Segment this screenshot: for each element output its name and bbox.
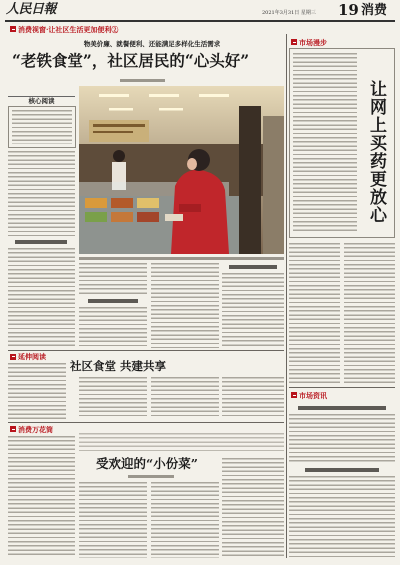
body-text-block [289,476,395,558]
body-text-block [293,53,357,233]
body-text-block [222,377,284,419]
market-stroll-label: 市场漫步 [299,37,327,47]
subheading [298,406,386,410]
subheading [88,299,138,303]
food-tray-held [165,214,183,221]
subheading [305,468,379,472]
body-text-block [151,482,219,558]
article-kicker: 物美价廉、就餐便利、还能满足多样化生活需求 [83,40,221,48]
canteen-photo [79,86,284,254]
body-text-block [79,377,147,419]
core-reading-box [8,106,76,148]
section-square-icon [291,392,297,398]
pillar [239,106,261,254]
body-text-block [8,363,66,419]
market-news-label: 市场资讯 [299,390,327,400]
body-text-block [79,433,284,453]
kaleidoscope-label: 消费万花筒 [18,424,53,434]
body-text-block [344,243,395,383]
extended-reading-label: 延伸阅读 [18,352,46,361]
kaleidoscope-headline: 受欢迎的“小份菜” [96,456,198,471]
section-square-icon [291,39,297,45]
body-text-block [79,307,147,348]
body-text-block [8,436,75,558]
body-text-block [8,151,75,236]
article-headline: “老铁食堂”，社区居民的“心头好” [12,51,250,70]
market-stroll-headline: 让网上买药更放心 [366,80,386,224]
body-text-block [79,263,147,295]
core-reading-label: 核心阅读 [8,96,75,107]
newspaper-logo: 人民日報 [6,2,57,17]
column-rule [286,34,287,558]
section-square-icon [10,426,16,432]
body-text-block [151,377,219,419]
section-rule [289,387,395,388]
body-text-block [289,414,395,462]
section-square-icon [10,354,16,360]
section-rule [8,422,284,423]
issue-date: 2021年3月31日 星期三 [262,10,316,16]
section-rule [8,350,284,351]
body-text-block [222,458,284,558]
subheading [15,240,67,244]
masthead-rule [5,20,395,22]
body-text-block [79,482,147,558]
body-text-block [222,273,284,348]
section-square-icon [10,26,16,32]
extended-reading-headline: 社区食堂 共建共享 [70,359,167,373]
subheading [229,265,277,269]
body-text-block [12,110,72,144]
photo-caption-placeholder [79,257,284,260]
page-section: 消费 [361,3,388,18]
body-text-block [151,263,219,348]
body-text-block [8,248,75,348]
top-section-label: 消费视窗·让社区生活更加便利② [18,24,119,34]
page-number: 19 [338,1,359,19]
byline-placeholder [128,475,174,478]
body-text-block [289,243,340,383]
byline-placeholder [120,79,165,82]
